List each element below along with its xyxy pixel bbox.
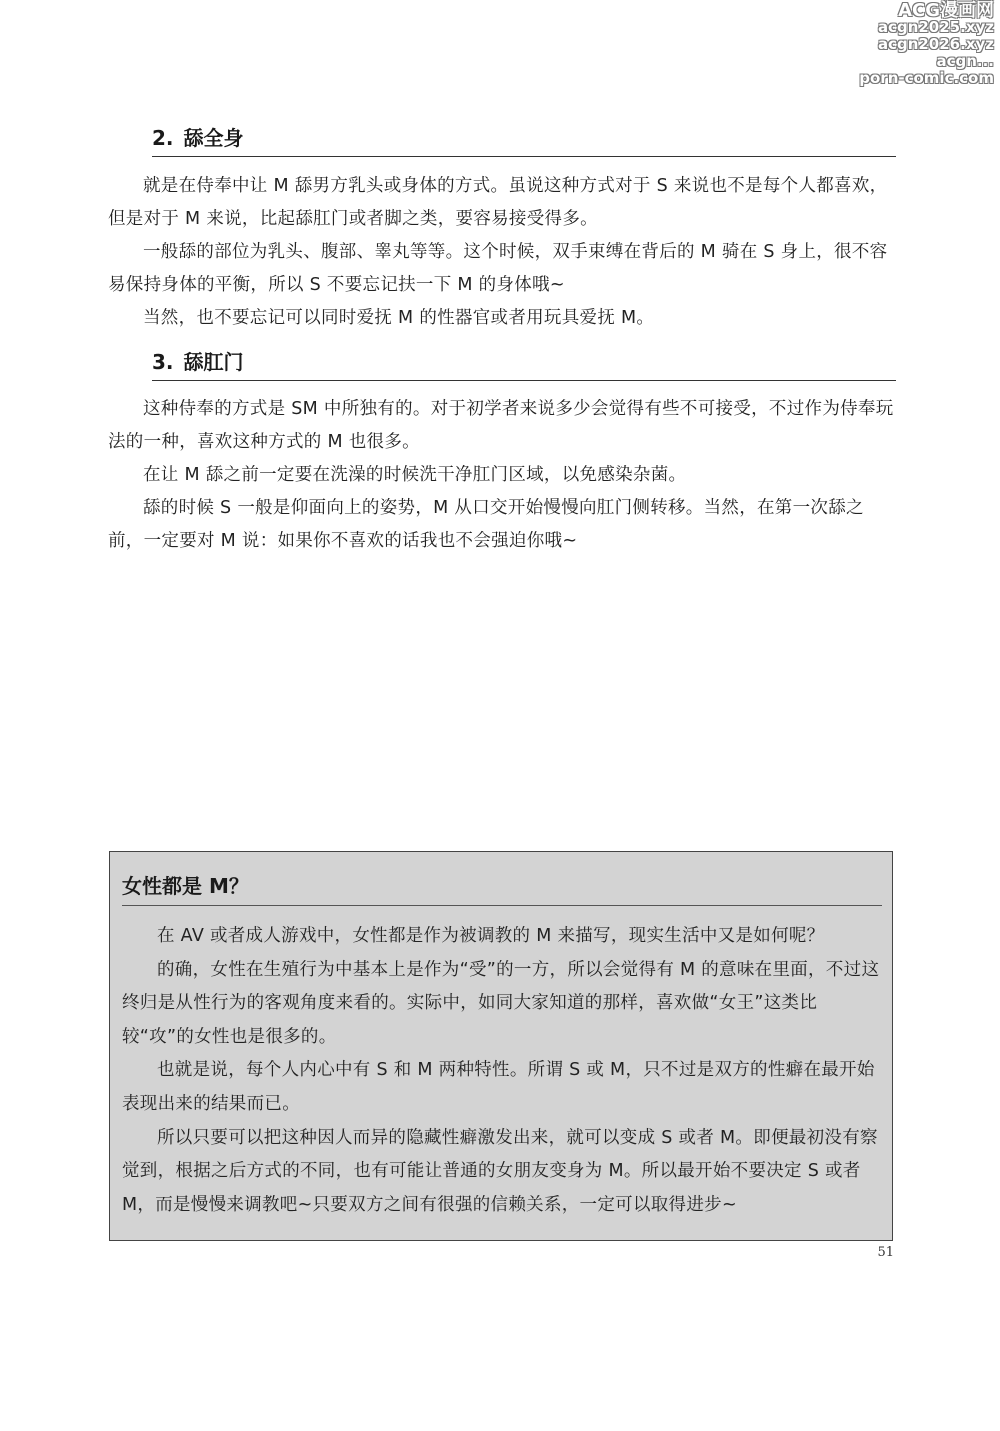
section-heading-2 <box>152 124 896 157</box>
watermark-domain: acgn... <box>936 52 994 70</box>
watermark-domain: acgn2025.xyz <box>877 18 994 36</box>
site-watermark <box>834 2 994 87</box>
section-body-3 <box>108 393 896 558</box>
sidebar-box <box>109 851 893 1241</box>
paragraph: 也就是说，每个人内心中有 S 和 M 两种特性。所谓 S 或 M，只不过是双方的性癖在最开始表现出来的结果而已。 <box>122 1060 875 1114</box>
paragraph: 的确，女性在生殖行为中基本上是作为“受”的一方，所以会觉得有 M 的意味在里面，不过这终归是从性行为的客观角度来看的。实际中，如同大家知道的那样，喜欢做“女王”这类比较“攻”的女性也是很多的。 <box>122 959 880 1047</box>
section-number: 3. <box>152 350 174 374</box>
paragraph: 这种侍奉的方式是 SM 中所独有的。对于初学者来说多少会觉得有些不可接受，不过作为侍奉玩法的一种，喜欢这种方式的 M 也很多。 <box>108 399 894 452</box>
paragraph: 舔的时候 S 一般是仰面向上的姿势，M 从口交开始慢慢向肛门侧转移。当然，在第一次舔之前，一定要对 M 说：如果你不喜欢的话我也不会强迫你哦~ <box>108 498 864 551</box>
paragraph: 所以只要可以把这种因人而异的隐藏性癖激发出来，就可以变成 S 或者 M。即便最初没有察觉到，根据之后方式的不同，也有可能让普通的女朋友变身为 M。所以最开始不要决定 S 或者 M，而是慢慢来调教吧~只要双方之间有很强的信赖关系，一定可以取得进步~ <box>122 1127 878 1215</box>
page-number: 51 <box>877 1245 894 1260</box>
section-title: 舔全身 <box>183 126 244 150</box>
paragraph: 一般舔的部位为乳头、腹部、睾丸等等。这个时候，双手束缚在背后的 M 骑在 S 身上，很不容易保持身体的平衡，所以 S 不要忘记扶一下 M 的身体哦~ <box>108 242 888 295</box>
watermark-brand: ACG漫画网 <box>898 0 994 21</box>
section-heading-3 <box>152 348 896 381</box>
sidebar-title: 女性都是 M？ <box>122 872 882 906</box>
paragraph: 在让 M 舔之前一定要在洗澡的时候洗干净肛门区域，以免感染杂菌。 <box>143 465 687 485</box>
watermark-domain: acgn2026.xyz <box>877 35 994 53</box>
section-number: 2. <box>152 126 174 150</box>
paragraph: 在 AV 或者成人游戏中，女性都是作为被调教的 M 来描写，现实生活中又是如何呢？ <box>157 926 825 946</box>
watermark-domain: porn-comic.com <box>859 69 994 87</box>
paragraph: 就是在侍奉中让 M 舔男方乳头或身体的方式。虽说这种方式对于 S 来说也不是每个人都喜欢，但是对于 M 来说，比起舔肛门或者脚之类，要容易接受得多。 <box>108 176 888 229</box>
section-title: 舔肛门 <box>183 350 244 374</box>
section-body-2 <box>108 170 896 335</box>
paragraph: 当然，也不要忘记可以同时爱抚 M 的性器官或者用玩具爱抚 M。 <box>143 308 655 328</box>
sidebar-body <box>122 920 884 1222</box>
